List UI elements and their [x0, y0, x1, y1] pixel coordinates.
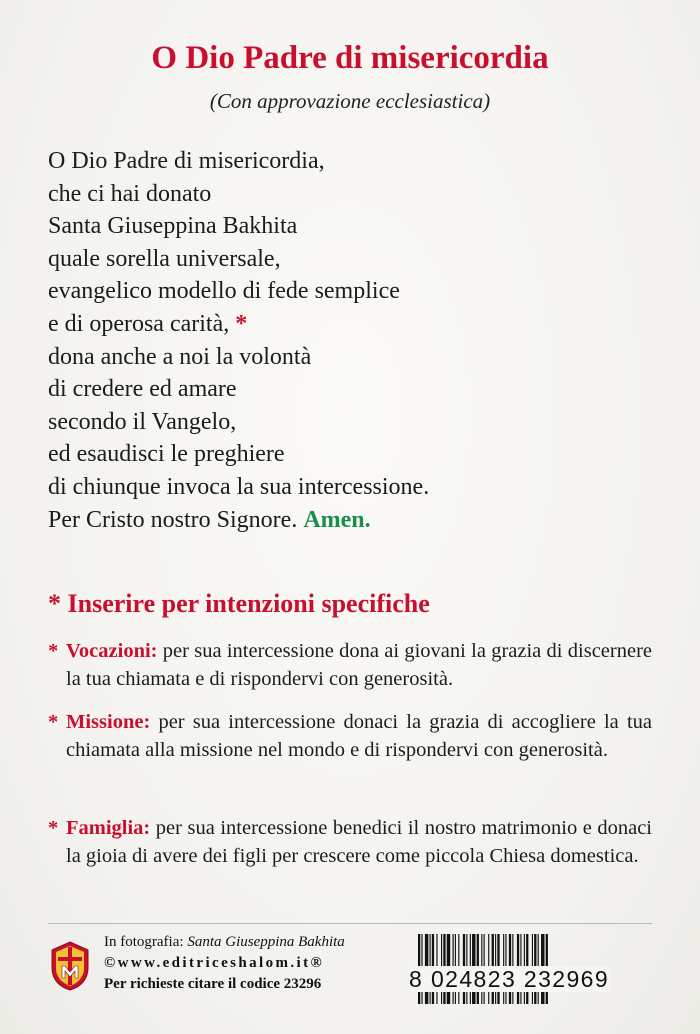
shalom-logo-icon [50, 940, 90, 992]
order-code: Per richieste citare il codice 23296 [104, 976, 322, 992]
intention-label: Missione: [66, 711, 151, 733]
photo-prefix: In fotografia: [104, 934, 184, 950]
intention-text: per sua intercessione donaci la grazia di accogliere la tua chiamata alla missione nel mondo e di rispondervi con generosità. [66, 711, 652, 761]
prayer-text [48, 145, 668, 536]
asterisk-marker: * [48, 640, 59, 662]
barcode-number: 8 024823 232969 [409, 966, 610, 992]
prayer-line: ed esaudisci le preghiere [48, 441, 285, 468]
prayer-line: Santa Giuseppina Bakhita [48, 213, 298, 240]
intention-vocazioni [48, 637, 652, 693]
barcode-digits [408, 966, 670, 993]
prayer-line: che ci hai donato [48, 180, 212, 207]
photo-subject: Santa Giuseppina Bakhita [187, 934, 345, 950]
divider [48, 923, 652, 924]
prayer-line: secondo il Vangelo, [48, 408, 237, 435]
asterisk-marker: * [48, 817, 59, 839]
intention-text: per sua intercessione dona ai giovani la grazia di discernere la tua chiamata e di rispondervi con generosità. [66, 640, 652, 690]
asterisk-marker: * [235, 310, 248, 337]
intention-label: Famiglia: [66, 817, 151, 839]
prayer-line-with-amen [48, 504, 668, 537]
prayer-line-with-asterisk [48, 308, 668, 341]
asterisk-marker: * [48, 711, 59, 733]
section-title: * Inserire per intenzioni specifiche [48, 589, 430, 618]
website: ©www.editriceshalom.it® [104, 955, 325, 971]
prayer-line: e di operosa carità, [48, 310, 230, 337]
prayer-line: di chiunque invoca la sua intercessione. [48, 473, 430, 500]
page-title: O Dio Padre di misericordia [151, 40, 549, 76]
intention-label: Vocazioni: [66, 640, 158, 662]
footer-info [104, 932, 345, 995]
amen: Amen. [303, 506, 371, 533]
prayer-line: dona anche a noi la volontà [48, 343, 312, 370]
prayer-line: di credere ed amare [48, 376, 237, 403]
intention-famiglia [48, 814, 652, 870]
intention-text: per sua intercessione benedici il nostro matrimonio e donaci la gioia di avere dei figli per crescere come piccola Chiesa domestica. [66, 817, 652, 867]
prayer-line: quale sorella universale, [48, 245, 281, 272]
subtitle: (Con approvazione ecclesiastica) [209, 89, 491, 113]
intention-missione [48, 708, 652, 764]
prayer-line: Per Cristo nostro Signore. [48, 506, 298, 533]
prayer-line: O Dio Padre di misericordia, [48, 148, 325, 174]
prayer-line: evangelico modello di fede semplice [48, 278, 400, 305]
